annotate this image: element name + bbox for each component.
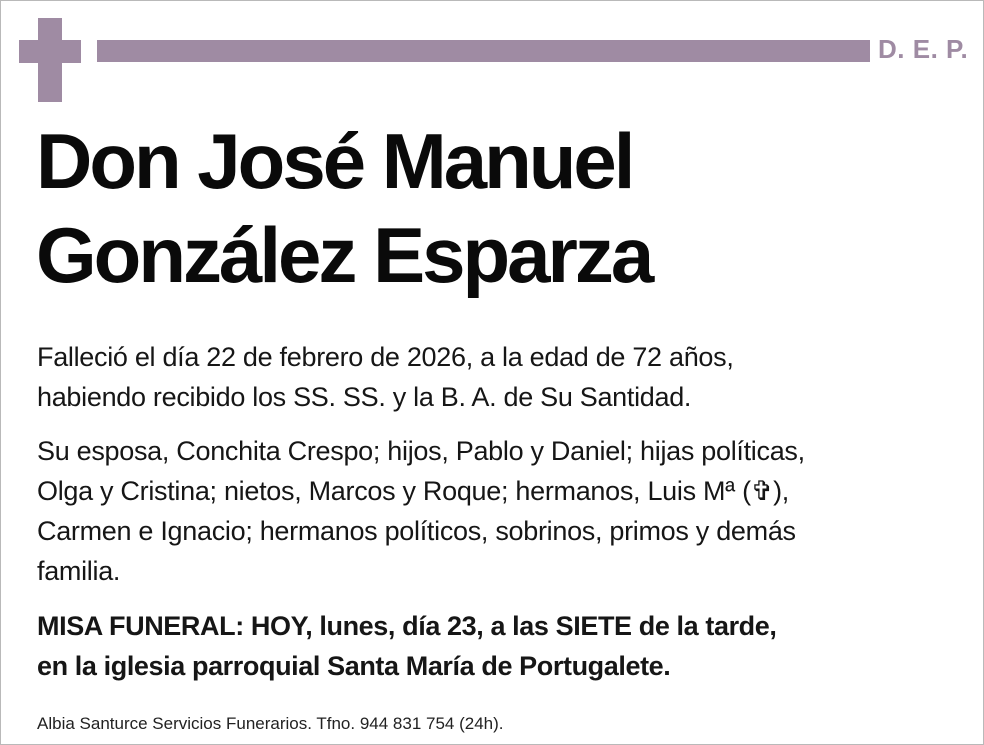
dep-label: D. E. P.	[878, 34, 969, 64]
deceased-name-line-1: Don José Manuel	[36, 117, 633, 205]
funeral-line-2: en la iglesia parroquial Santa María de Portugalete.	[37, 651, 671, 681]
death-notice-paragraph	[37, 337, 734, 417]
death-notice-line-2: habiendo recibido los SS. SS. y la B. A. de Su Santidad.	[37, 382, 692, 412]
cross-horizontal-beam	[19, 40, 81, 63]
header-divider-bar	[97, 40, 870, 62]
funeral-line-1: MISA FUNERAL: HOY, lunes, día 23, a las SIETE de la tarde,	[37, 611, 777, 641]
family-line-3: Carmen e Ignacio; hermanos políticos, sobrinos, primos y demás	[37, 516, 796, 546]
family-paragraph	[37, 431, 805, 591]
family-line-1: Su esposa, Conchita Crespo; hijos, Pablo y Daniel; hijas políticas,	[37, 436, 805, 466]
deceased-name-line-2: González Esparza	[36, 211, 652, 299]
family-line-4: familia.	[37, 556, 121, 586]
latin-cross-icon	[19, 18, 81, 102]
funeral-home-footer: Albia Santurce Servicios Funerarios. Tfno. 944 831 754 (24h).	[37, 714, 504, 733]
death-notice-line-1: Falleció el día 22 de febrero de 2026, a la edad de 72 años,	[37, 342, 734, 372]
deceased-name	[36, 114, 651, 302]
family-line-2: Olga y Cristina; nietos, Marcos y Roque; hermanos, Luis Mª (✞),	[37, 476, 789, 506]
funeral-mass-paragraph	[37, 606, 777, 686]
